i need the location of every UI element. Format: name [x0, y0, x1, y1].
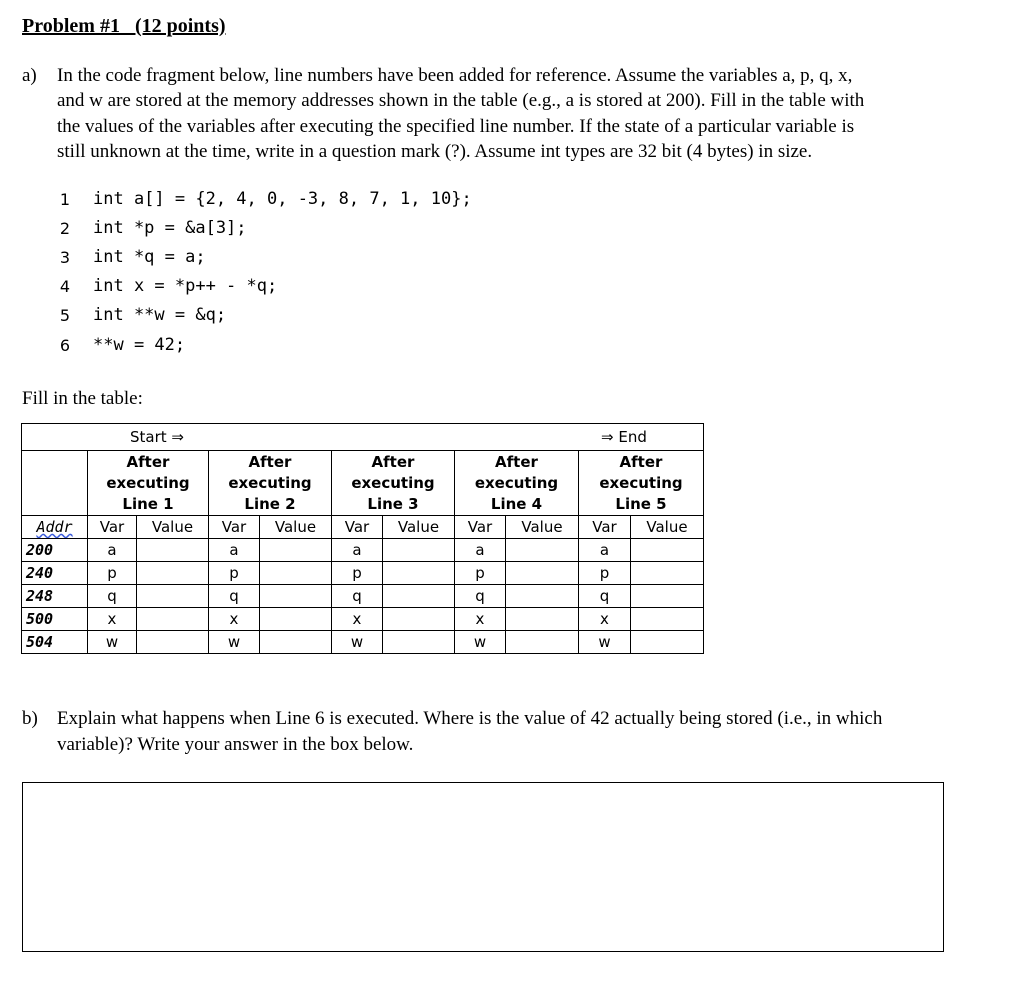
value-cell[interactable] [260, 562, 332, 585]
var-cell: x [209, 608, 260, 631]
answer-box[interactable] [22, 782, 944, 952]
var-cell: p [332, 562, 383, 585]
value-cell[interactable] [137, 539, 209, 562]
var-cell: x [88, 608, 137, 631]
value-cell[interactable] [631, 562, 704, 585]
stage-header: After executing Line 2 [209, 451, 332, 516]
table-row [22, 585, 704, 608]
value-cell[interactable] [631, 539, 704, 562]
var-header: Var [455, 516, 506, 539]
value-cell[interactable] [506, 631, 579, 654]
end-label: ⇒ End [601, 428, 647, 446]
var-cell: w [579, 631, 631, 654]
value-cell[interactable] [383, 585, 455, 608]
value-cell[interactable] [260, 585, 332, 608]
code-line-text: int *p = &a[3]; [93, 218, 247, 238]
table-top-row [22, 424, 704, 451]
code-line-text: int a[] = {2, 4, 0, -3, 8, 7, 1, 10}; [93, 189, 472, 209]
var-cell: a [455, 539, 506, 562]
part-a-line-2: and w are stored at the memory addresses shown in the table (e.g., a is stored at 200). Fill in the table with [57, 90, 865, 111]
code-line-number: 5 [59, 306, 71, 325]
var-cell: p [209, 562, 260, 585]
var-cell: q [209, 585, 260, 608]
code-line-text: int **w = &q; [93, 305, 227, 325]
part-a-line-3: the values of the variables after executing the specified line number. If the state of a particular variable is [57, 116, 855, 137]
addr-cell: 504 [22, 631, 88, 654]
value-cell[interactable] [137, 608, 209, 631]
code-line-number: 3 [59, 248, 71, 267]
var-header: Var [332, 516, 383, 539]
value-cell[interactable] [260, 539, 332, 562]
code-line-text: **w = 42; [93, 335, 186, 355]
code-line-number: 4 [59, 277, 71, 296]
value-header: Value [260, 516, 332, 539]
value-cell[interactable] [506, 585, 579, 608]
var-cell: p [579, 562, 631, 585]
value-cell[interactable] [260, 608, 332, 631]
value-cell[interactable] [137, 631, 209, 654]
var-cell: x [579, 608, 631, 631]
addr-spacer [22, 451, 88, 516]
var-cell: a [88, 539, 137, 562]
part-b-line-2: variable)? Write your answer in the box below. [57, 734, 414, 755]
var-cell: w [455, 631, 506, 654]
part-a-line-1: In the code fragment below, line numbers have been added for reference. Assume the variables a, p, q, x, [57, 65, 853, 86]
table-row [22, 631, 704, 654]
code-line-number: 6 [59, 336, 71, 355]
code-line-text: int *q = a; [93, 247, 206, 267]
stage-header: After executing Line 4 [455, 451, 579, 516]
value-cell[interactable] [383, 539, 455, 562]
var-cell: q [88, 585, 137, 608]
value-header: Value [383, 516, 455, 539]
var-cell: a [332, 539, 383, 562]
memory-table [21, 423, 704, 654]
value-cell[interactable] [631, 631, 704, 654]
var-cell: a [579, 539, 631, 562]
code-line-text: int x = *p++ - *q; [93, 276, 278, 296]
value-cell[interactable] [506, 562, 579, 585]
value-cell[interactable] [260, 631, 332, 654]
problem-title: Problem #1_ (12 points) [22, 15, 226, 37]
var-cell: q [332, 585, 383, 608]
code-line-number: 2 [59, 219, 71, 238]
var-header: Var [88, 516, 137, 539]
var-cell: q [455, 585, 506, 608]
var-cell: x [455, 608, 506, 631]
code-line-number: 1 [59, 190, 71, 209]
value-cell[interactable] [383, 608, 455, 631]
value-cell[interactable] [137, 562, 209, 585]
var-cell: q [579, 585, 631, 608]
fill-in-label: Fill in the table: [22, 388, 143, 409]
value-header: Value [506, 516, 579, 539]
value-header: Value [137, 516, 209, 539]
stage-header: After executing Line 3 [332, 451, 455, 516]
var-cell: x [332, 608, 383, 631]
part-a-label: a) [22, 65, 37, 86]
stage-header: After executing Line 5 [579, 451, 704, 516]
value-cell[interactable] [383, 631, 455, 654]
start-label: Start ⇒ [130, 428, 184, 446]
var-cell: p [88, 562, 137, 585]
value-cell[interactable] [631, 608, 704, 631]
part-b-label: b) [22, 708, 38, 729]
stage-header: After executing Line 1 [88, 451, 209, 516]
addr-cell: 500 [22, 608, 88, 631]
table-row [22, 608, 704, 631]
var-header: Var [209, 516, 260, 539]
var-cell: w [209, 631, 260, 654]
value-cell[interactable] [506, 539, 579, 562]
addr-header: Addr [22, 516, 88, 539]
addr-cell: 240 [22, 562, 88, 585]
var-cell: a [209, 539, 260, 562]
value-cell[interactable] [506, 608, 579, 631]
addr-cell: 248 [22, 585, 88, 608]
table-row [22, 562, 704, 585]
value-cell[interactable] [383, 562, 455, 585]
var-cell: w [332, 631, 383, 654]
var-cell: p [455, 562, 506, 585]
value-header: Value [631, 516, 704, 539]
value-cell[interactable] [631, 585, 704, 608]
value-cell[interactable] [137, 585, 209, 608]
var-header: Var [579, 516, 631, 539]
table-row [22, 539, 704, 562]
part-b-line-1: Explain what happens when Line 6 is executed. Where is the value of 42 actually being stored (i.e., in which [57, 708, 883, 729]
part-a-line-4: still unknown at the time, write in a question mark (?). Assume int types are 32 bit (4 bytes) in size. [57, 141, 813, 162]
addr-cell: 200 [22, 539, 88, 562]
var-cell: w [88, 631, 137, 654]
